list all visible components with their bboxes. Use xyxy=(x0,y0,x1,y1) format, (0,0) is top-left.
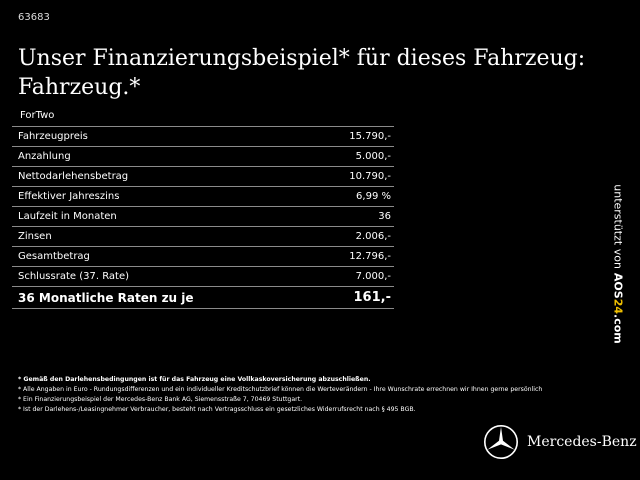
row-value: 36 xyxy=(378,211,391,222)
footnote: * Alle Angaben in Euro - Rundungsdifferenzen und ein individueller Kreditschutzbrief können die Werteverändern - Ihre Wunschrate errechnen wir Ihnen gerne persönlich xyxy=(18,386,543,393)
row-label: Effektiver Jahreszins xyxy=(18,191,120,202)
row-label: Fahrzeugpreis xyxy=(18,131,88,142)
row-label: Anzahlung xyxy=(18,151,71,162)
summary-row xyxy=(12,286,394,309)
financing-table xyxy=(12,126,394,309)
row-value: 15.790,- xyxy=(349,131,391,142)
footnotes xyxy=(18,375,618,415)
table-row xyxy=(12,126,394,146)
table-row xyxy=(12,226,394,246)
mercedes-star-icon xyxy=(483,424,519,460)
table-row xyxy=(12,146,394,166)
row-value: 2.006,- xyxy=(355,231,391,242)
sponsor-brand-accent: 24 xyxy=(611,298,625,314)
row-label: Gesamtbetrag xyxy=(18,251,90,262)
summary-label: 36 Monatliche Raten zu je xyxy=(18,290,194,305)
row-label: Zinsen xyxy=(18,231,52,242)
sponsor-text: unterstützt von xyxy=(611,183,625,269)
page-title: Unser Finanzierungsbeispiel* für dieses Fahrzeug: Fahrzeug.* xyxy=(18,46,586,100)
summary-value: 161,- xyxy=(353,290,391,305)
table-row xyxy=(12,166,394,186)
row-value: 7.000,- xyxy=(355,271,391,282)
row-label: Nettodarlehensbetrag xyxy=(18,171,129,182)
brand-logo xyxy=(483,424,637,460)
table-row xyxy=(12,186,394,206)
vehicle-code: 63683 xyxy=(18,12,50,23)
brand-name: Mercedes-Benz xyxy=(527,434,637,450)
model-name: ForTwo xyxy=(20,110,55,121)
sponsor-badge xyxy=(600,176,636,351)
row-value: 10.790,- xyxy=(349,171,391,182)
row-label: Schlussrate (37. Rate) xyxy=(18,271,130,282)
sponsor-brand xyxy=(612,272,625,343)
row-label: Laufzeit in Monaten xyxy=(18,211,117,222)
row-value: 5.000,- xyxy=(355,151,391,162)
table-row xyxy=(12,246,394,266)
row-value: 12.796,- xyxy=(349,251,391,262)
sponsor-brand-prefix: AOS xyxy=(611,272,625,299)
footnote: * Ein Finanzierungsbeispiel der Mercedes-Benz Bank AG, Siemensstraße 7, 70469 Stuttgart. xyxy=(18,396,303,403)
row-value: 6,99 % xyxy=(356,191,391,202)
table-row xyxy=(12,206,394,226)
footnote: * Ist der Darlehens-/Leasingnehmer Verbraucher, besteht nach Vertragsschluss ein gesetzliches Widerrufsrecht nach § 495 BGB. xyxy=(18,406,416,413)
table-row xyxy=(12,266,394,286)
footnote: * Gemäß den Darlehensbedingungen ist für das Fahrzeug eine Vollkaskoversicherung abzuschließen. xyxy=(18,376,371,383)
sponsor-brand-suffix: .com xyxy=(611,313,625,344)
